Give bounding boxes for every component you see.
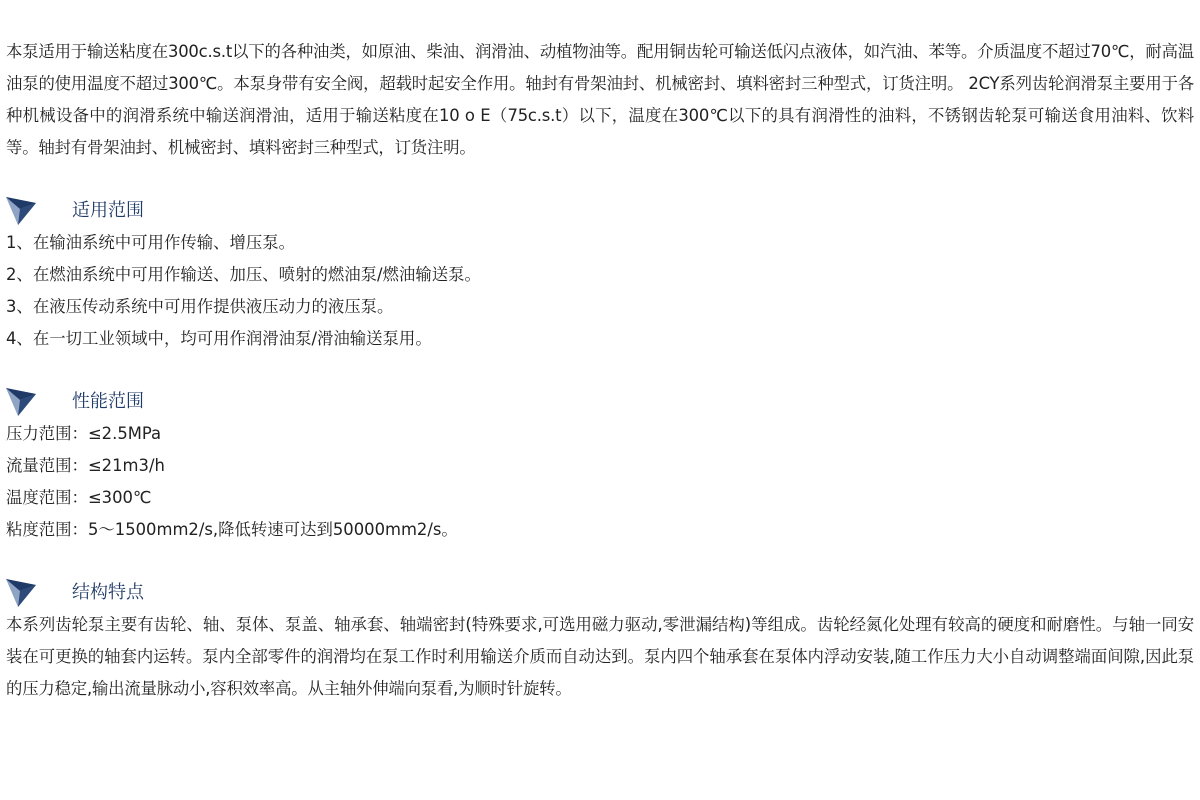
- intro-paragraph: 本泵适用于输送粘度在300c.s.t以下的各种油类，如原油、柴油、润滑油、动植物油等。配用铜齿轮可输送低闪点液体，如汽油、苯等。介质温度不超过70℃，耐高温油泵的使用温度不超过300℃。本泵身带有安全阀，超载时起安全作用。轴封有骨架油封、机械密封、填料密封三种型式，订货注明。 2CY系列齿轮润滑泵主要用于各种机械设备中的润滑系统中输送润滑油，适用于输送粘度在10 o E（75c.s.t）以下，温度在300℃以下的具有润滑性的油料，不锈钢齿轮泵可输送食用油料、饮料等。轴封有骨架油封、机械密封、填料密封三种型式，订货注明。: [6, 42, 1194, 157]
- spec-pressure: 压力范围：≤2.5MPa: [6, 424, 162, 443]
- list-item: 2、在燃油系统中可用作输送、加压、喷射的燃油泵/燃油输送泵。: [6, 265, 481, 284]
- spec-viscosity: 粘度范围：5～1500mm2/s,降低转速可达到50000mm2/s。: [6, 520, 458, 539]
- scope-list: [6, 227, 1194, 355]
- section-header-scope: [6, 195, 1194, 227]
- structure-paragraph: 本系列齿轮泵主要有齿轮、轴、泵体、泵盖、轴承套、轴端密封(特殊要求,可选用磁力驱动,零泄漏结构)等组成。齿轮经氮化处理有较高的硬度和耐磨性。与轴一同安装在可更换的轴套内运转。泵内全部零件的润滑均在泵工作时利用输送介质而自动达到。泵内四个轴承套在泵体内浮动安装,随工作压力大小自动调整端面间隙,因此泵的压力稳定,输出流量脉动小,容积效率高。从主轴外伸端向泵看,为顺时针旋转。: [6, 615, 1194, 698]
- spec-flow: 流量范围：≤21m3/h: [6, 456, 165, 475]
- section-header-performance: [6, 386, 1194, 418]
- triangle-pointer-icon: [6, 386, 36, 418]
- section-title-scope: 适用范围: [72, 200, 144, 221]
- product-description: [6, 36, 1194, 705]
- performance-list: [6, 418, 1194, 546]
- section-header-structure: [6, 577, 1194, 609]
- section-title-performance: 性能范围: [72, 391, 144, 412]
- triangle-pointer-icon: [6, 195, 36, 227]
- list-item: 1、在输油系统中可用作传输、增压泵。: [6, 233, 296, 252]
- section-title-structure: 结构特点: [72, 582, 144, 603]
- spec-temperature: 温度范围：≤300℃: [6, 488, 152, 507]
- triangle-pointer-icon: [6, 577, 36, 609]
- list-item: 3、在液压传动系统中可用作提供液压动力的液压泵。: [6, 297, 394, 316]
- list-item: 4、在一切工业领域中，均可用作润滑油泵/滑油输送泵用。: [6, 329, 432, 348]
